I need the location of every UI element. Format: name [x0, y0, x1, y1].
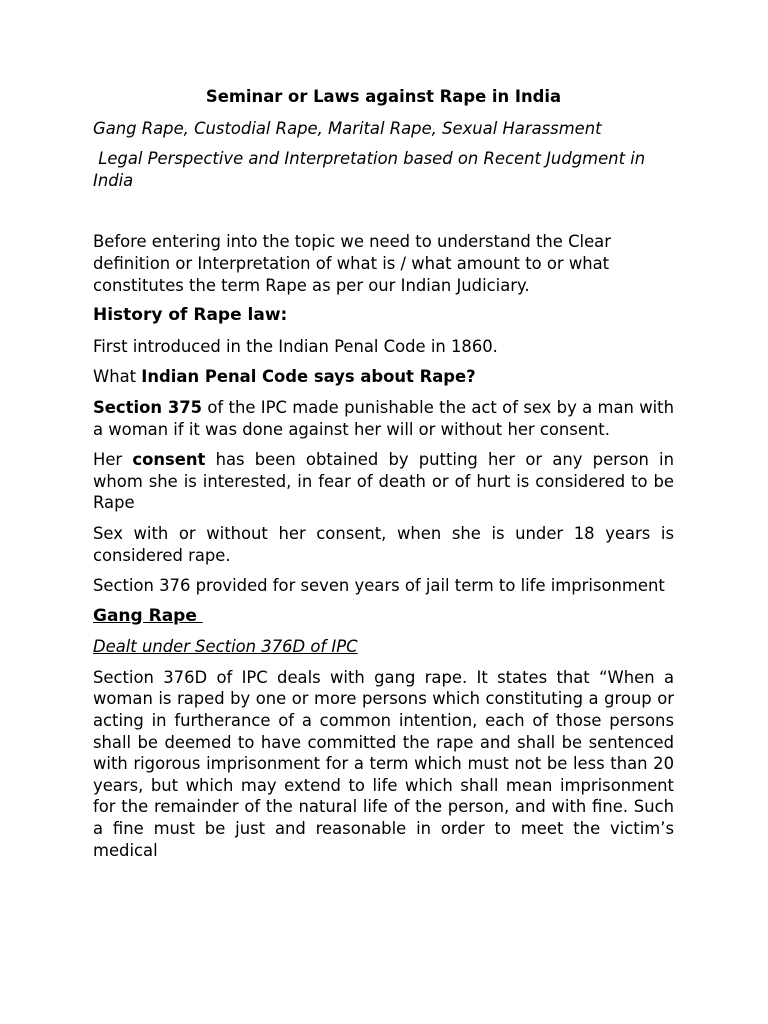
document-title: Seminar or Laws against Rape in India: [205, 87, 562, 106]
section-376-paragraph: Section 376 provided for seven years of jail term to life imprisonment: [93, 576, 665, 596]
consent-text: has been obtained by putting her or any person in whom she is interested, in fear of death or of hurt is considered to be Rape: [93, 450, 675, 513]
consent-paragraph: [93, 449, 674, 514]
section-375-paragraph: [93, 397, 674, 440]
gang-rape-paragraph: Section 376D of IPC deals with gang rape. It states that “When a woman is raped by one or more persons which constituting a group or acting in furtherance of a common intention, each of those persons shall be deemed to have committed the rape and shall be sentenced with rigorous imprisonment for a term which must not be less than 20 years, but which may extend to life which shall mean imprisonment for the remainder of the natural life of the person, and with fine. Such a fine must be just and reasonable in order to meet the victim’s medical: [93, 667, 674, 860]
age-paragraph: Sex with or without her consent, when she is under 18 years is considered rape.: [93, 523, 674, 565]
gang-rape-subheading-text: Dealt under Section 376D of IPC: [93, 637, 358, 657]
history-paragraph: First introduced in the Indian Penal Code in 1860.: [93, 336, 498, 356]
section-375-text: of the IPC made punishable the act of sex by a man with a woman if it was done against her will or without her consent.: [93, 397, 674, 439]
section-375-label: Section 375: [93, 397, 203, 417]
document-page: [93, 86, 674, 870]
intro-paragraph: Before entering into the topic we need to understand the Clear definition or Interpretation of what is / what amount to or what constitutes the term Rape as per our Indian Judiciary.: [93, 232, 611, 295]
document-subtitle-2: Legal Perspective and Interpretation based on Recent Judgment in India: [93, 149, 651, 190]
ipc-question-prefix: What: [93, 367, 142, 387]
gang-rape-heading-text: Gang Rape: [93, 605, 203, 626]
consent-prefix: Her: [93, 450, 133, 470]
gang-rape-subheading: [93, 636, 674, 658]
ipc-question-bold: Indian Penal Code says about Rape?: [141, 367, 476, 387]
document-subtitle: Gang Rape, Custodial Rape, Marital Rape, Sexual Harassment: [93, 118, 602, 138]
consent-word: consent: [132, 450, 206, 470]
gang-rape-heading: [93, 606, 674, 628]
ipc-question: [93, 366, 674, 388]
history-heading: History of Rape law:: [93, 305, 288, 326]
